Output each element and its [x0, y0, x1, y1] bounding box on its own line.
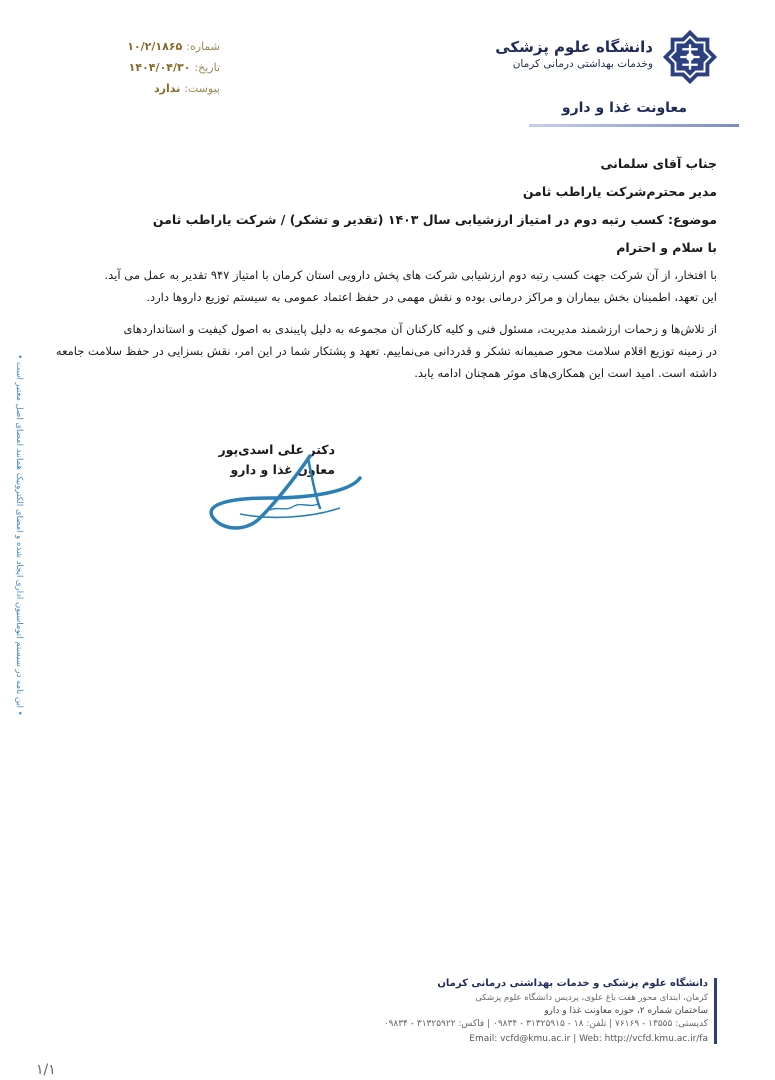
letter-attachment-value: ندارد [153, 82, 181, 95]
university-name-line2: وخدمات بهداشتی درمانی کرمان [512, 58, 653, 70]
letter-date-label: تاریخ: [194, 61, 220, 74]
handwritten-signature-icon [200, 448, 370, 538]
kmu-logo-icon [661, 28, 719, 86]
university-name-line1: دانشگاه علوم پزشکی [495, 38, 653, 56]
letter-meta [110, 40, 220, 103]
header-divider [529, 124, 739, 127]
paragraph-2-line-3: داشته است. امید است این همکاری‌های موثر همچنان ادامه یابد. [414, 366, 717, 380]
letter-date-value: ۱۴۰۴/۰۴/۳۰ [128, 61, 191, 74]
letter-attachment-label: پیوست: [184, 82, 220, 95]
e-signature-side-note [12, 340, 26, 730]
signatory-title: معاون غذا و دارو [230, 462, 335, 477]
page-number: ۱/۱ [36, 1062, 56, 1078]
letter-number-label: شماره: [186, 40, 220, 53]
paragraph-2-line-1: از تلاش‌ها و زحمات ارزشمند مدیریت، مسئول فنی و کلیه کارکنان آن مجموعه به دلیل پایبندی به اصول کیفیت و استانداردهای [123, 322, 717, 336]
subject: موضوع: کسب رتبه دوم در امتیاز ارزشیابی سال ۱۴۰۳ (تقدیر و تشکر) / شرکت یاراطب ثامن [152, 212, 717, 227]
footer-university: دانشگاه علوم پزشکی و خدمات بهداشتی درمانی کرمان [437, 978, 708, 989]
paragraph-2 [55, 318, 717, 384]
paragraph-1 [58, 264, 717, 308]
paragraph-1-line-2: این تعهد، اطمینان بخش بیماران و مراکز درمانی بوده و نقش مهمی در حفظ اعتماد عمومی به سیستم توزیع داروها دارد. [146, 290, 717, 304]
letter-attachment [110, 82, 220, 103]
footer-address-2: ساختمان شماره ۲، حوزه معاونت غذا و دارو [544, 1006, 708, 1016]
footer-address-1: کرمان، ابتدای محور هفت باغ علوی، پردیس دانشگاه علوم پزشکی [475, 993, 708, 1003]
letter-number [110, 40, 220, 61]
recipient-title: مدیر محترم‌شرکت یاراطب ثامن [522, 184, 717, 199]
footer-contact: کدپستی: ۱۳۵۵۵ - ۷۶۱۶۹ | تلفن: ۱۸ - ۳۱۳۲۵۹۱۵ - ۰۹۸۳۴ | فاکس: ۳۱۳۲۵۹۲۲ - ۰۹۸۳۴ [383, 1019, 708, 1029]
recipient: جناب آقای سلمانی [600, 156, 717, 171]
university-name [495, 38, 653, 70]
footer-web: Email: vcfd@kmu.ac.ir | Web: http://vcfd.kmu.ac.ir/fa [469, 1034, 708, 1044]
signatory-name: دکتر علی اسدی‌پور [218, 442, 335, 457]
letter-body [55, 150, 717, 384]
greeting: با سلام و احترام [616, 240, 717, 255]
letter-number-value: ۱۰/۲/۱۸۶۵ [127, 40, 183, 53]
department-title: معاونت غذا و دارو [561, 100, 687, 116]
side-note-text: • این نامه در سیستم اتوماسیون اداری ایجاد شده و امضای الکترونیک همانند امضای اصل معتبر است • [14, 354, 24, 716]
paragraph-1-line-1: با افتخار، از آن شرکت جهت کسب رتبه دوم ارزشیابی شرکت های پخش دارویی استان کرمان با امتیاز ۹۴۷ تقدیر به عمل می آید. [104, 268, 717, 282]
footer [384, 978, 717, 1044]
paragraph-2-line-2: در زمینه توزیع اقلام سلامت محور صمیمانه تشکر و قدردانی می‌نماییم. تعهد و پشتکار شما در این امر، نقش بسزایی در حفظ سلامت جامعه [55, 344, 717, 358]
letter-date [110, 61, 220, 82]
